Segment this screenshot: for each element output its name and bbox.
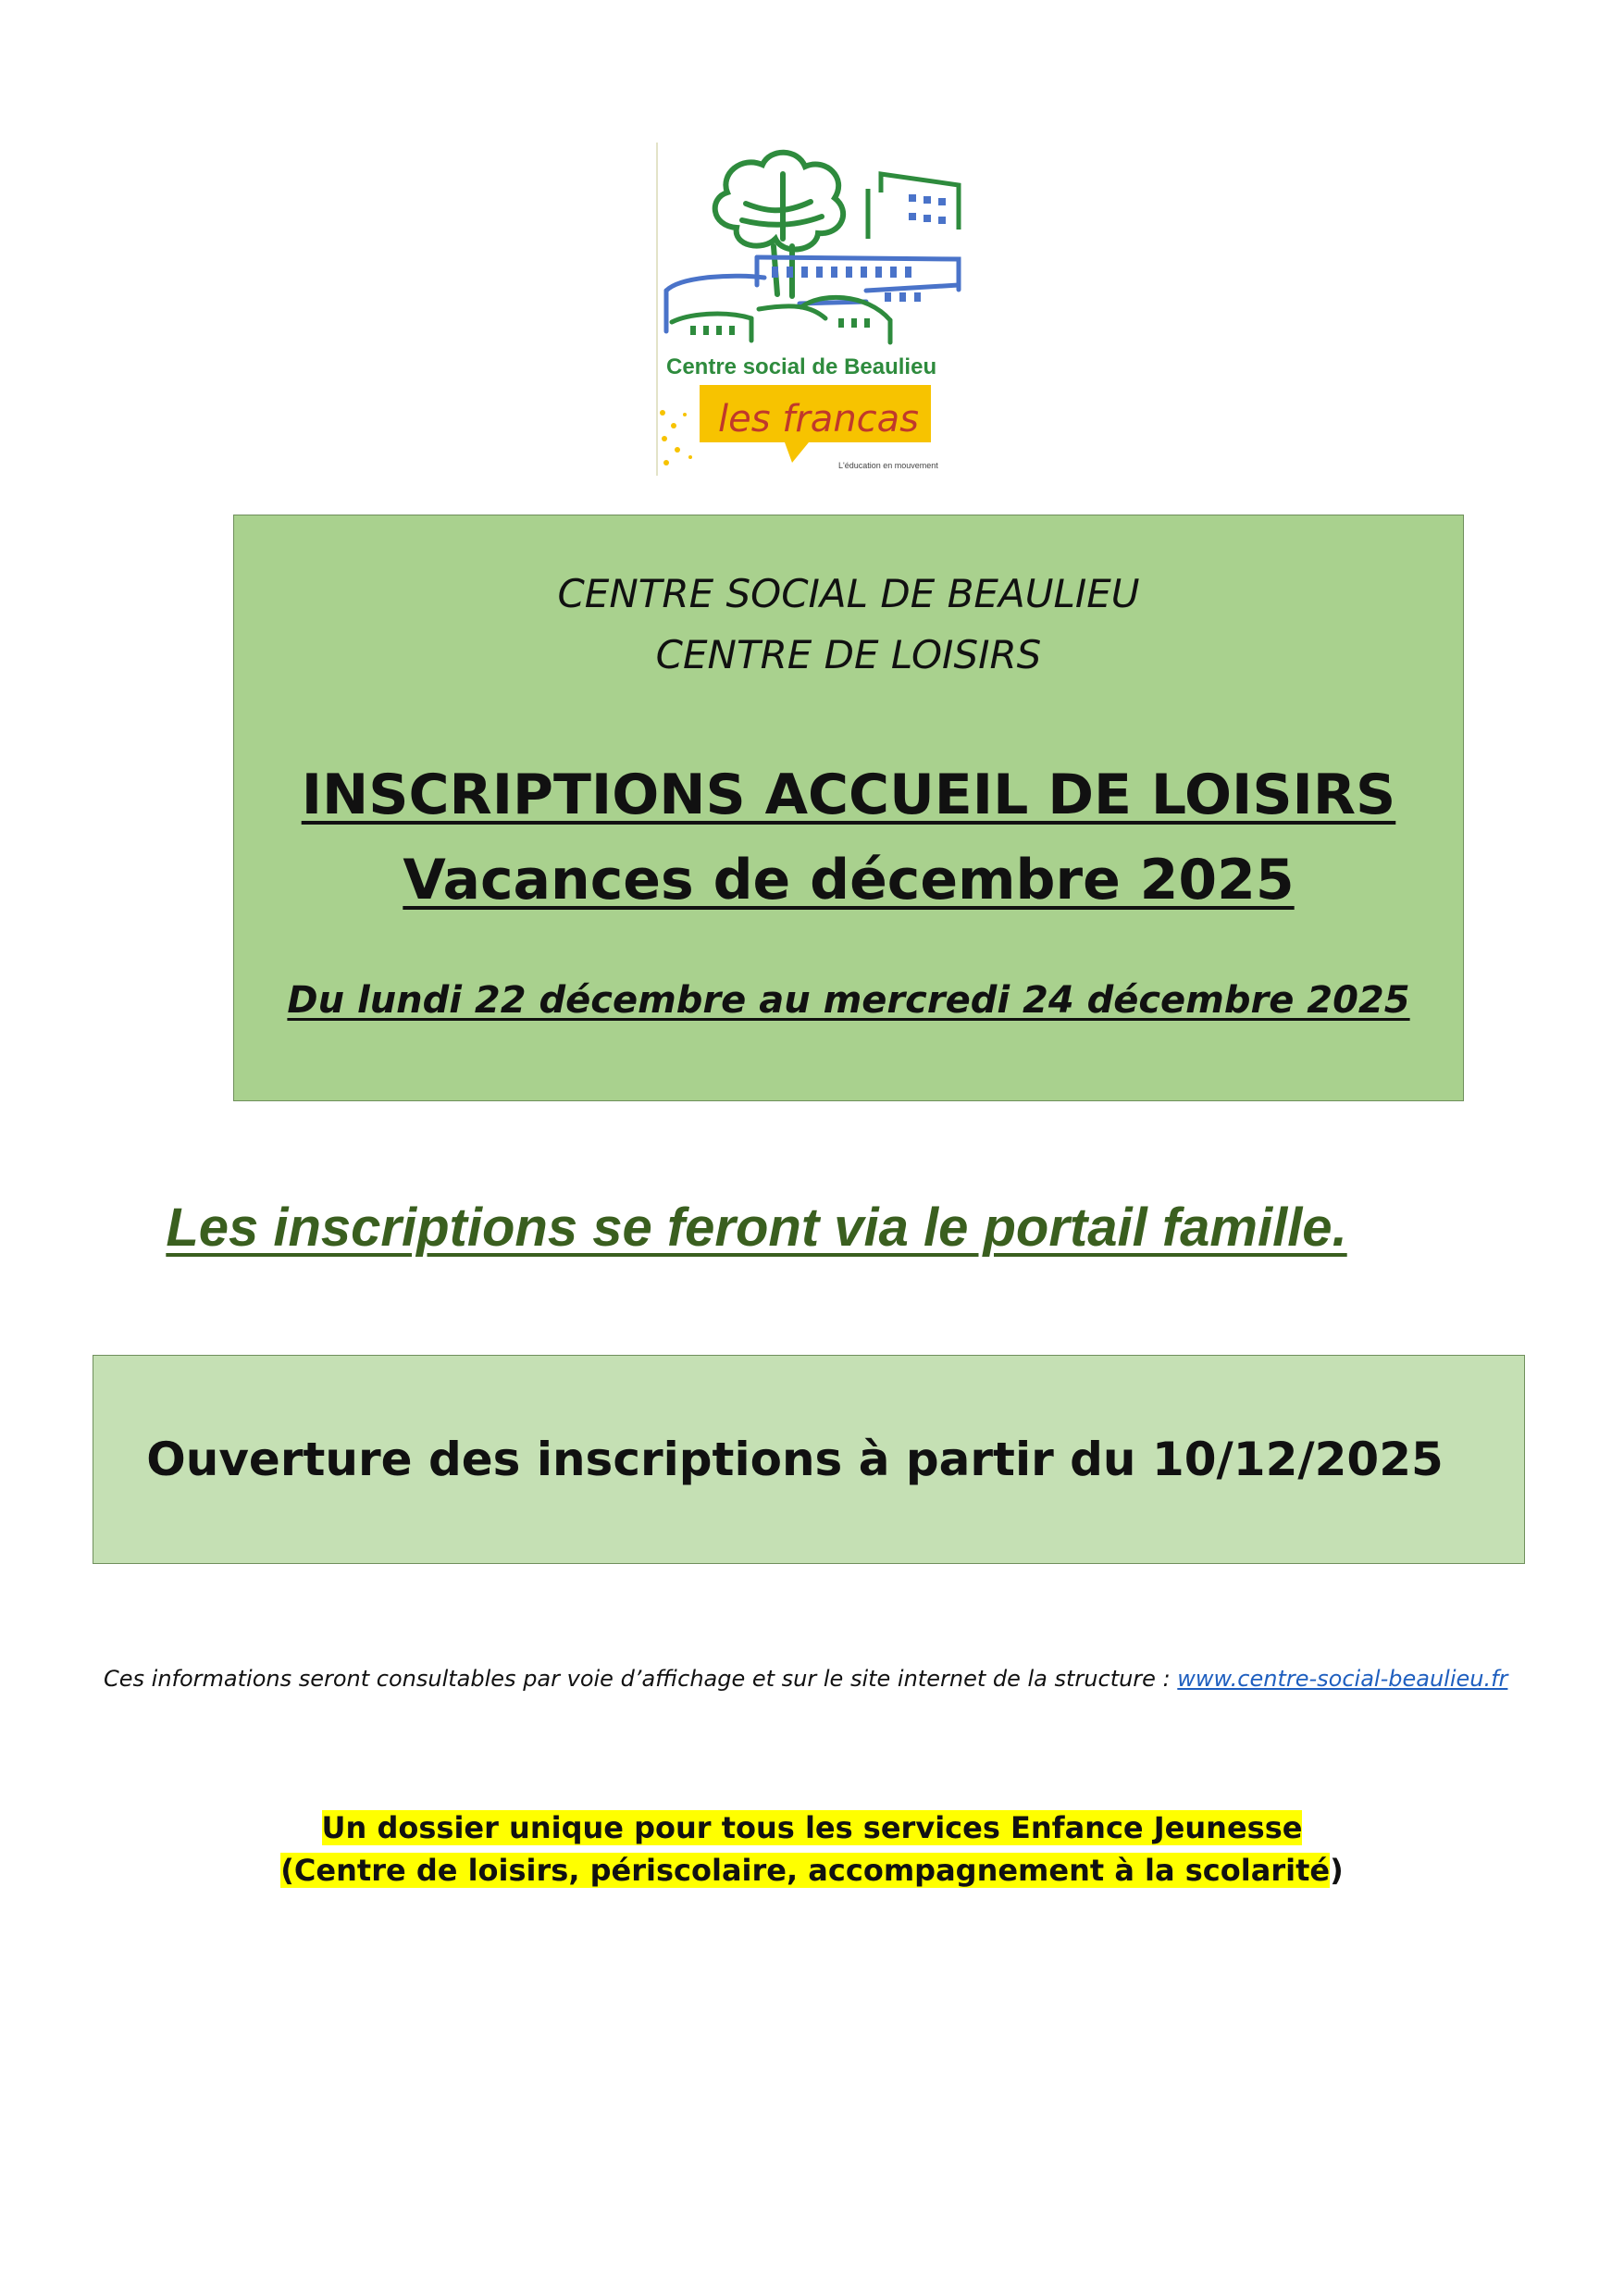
page-subtitle-text: Vacances de décembre 2025 — [403, 848, 1295, 912]
holiday-dates-text: Du lundi 22 décembre au mercredi 24 décembre 2025 — [287, 979, 1410, 1022]
website-link[interactable]: www.centre-social-beaulieu.fr — [1177, 1666, 1508, 1692]
header-line-centre-social: CENTRE SOCIAL DE BEAULIEU — [557, 571, 1140, 616]
opening-date-text: Ouverture des inscriptions à partir du 10/12/2025 — [146, 1433, 1444, 1486]
logo-tagline: L'éducation en mouvement — [838, 461, 938, 470]
logo-org-name: Centre social de Beaulieu — [666, 354, 937, 379]
page-title — [234, 752, 1463, 838]
portal-notice-text: Les inscriptions se feront via le portail famille. — [166, 1198, 1347, 1258]
opening-box — [93, 1355, 1525, 1564]
header-line-centre-loisirs: CENTRE DE LOISIRS — [655, 632, 1042, 677]
dossier-line2: (Centre de loisirs, périscolaire, accompagnement à la scolarité — [280, 1853, 1331, 1888]
info-note-text: Ces informations seront consultables par voie d’affichage et sur le site internet de la structure : — [104, 1666, 1178, 1692]
holiday-dates — [234, 973, 1463, 1028]
dossier-line2-end: ) — [1330, 1853, 1344, 1888]
logo-brand: les francas — [718, 398, 920, 441]
dossier-line1: Un dossier unique pour tous les services Enfance Jeunesse — [321, 1810, 1303, 1845]
page-title-text: INSCRIPTIONS ACCUEIL DE LOISIRS — [301, 763, 1396, 827]
centre-social-logo — [653, 137, 975, 481]
header-box — [233, 515, 1464, 1101]
info-note — [104, 1660, 1507, 1697]
portal-notice — [0, 1194, 1624, 1262]
page-subtitle — [234, 838, 1463, 923]
dossier-notice — [0, 1806, 1624, 1892]
